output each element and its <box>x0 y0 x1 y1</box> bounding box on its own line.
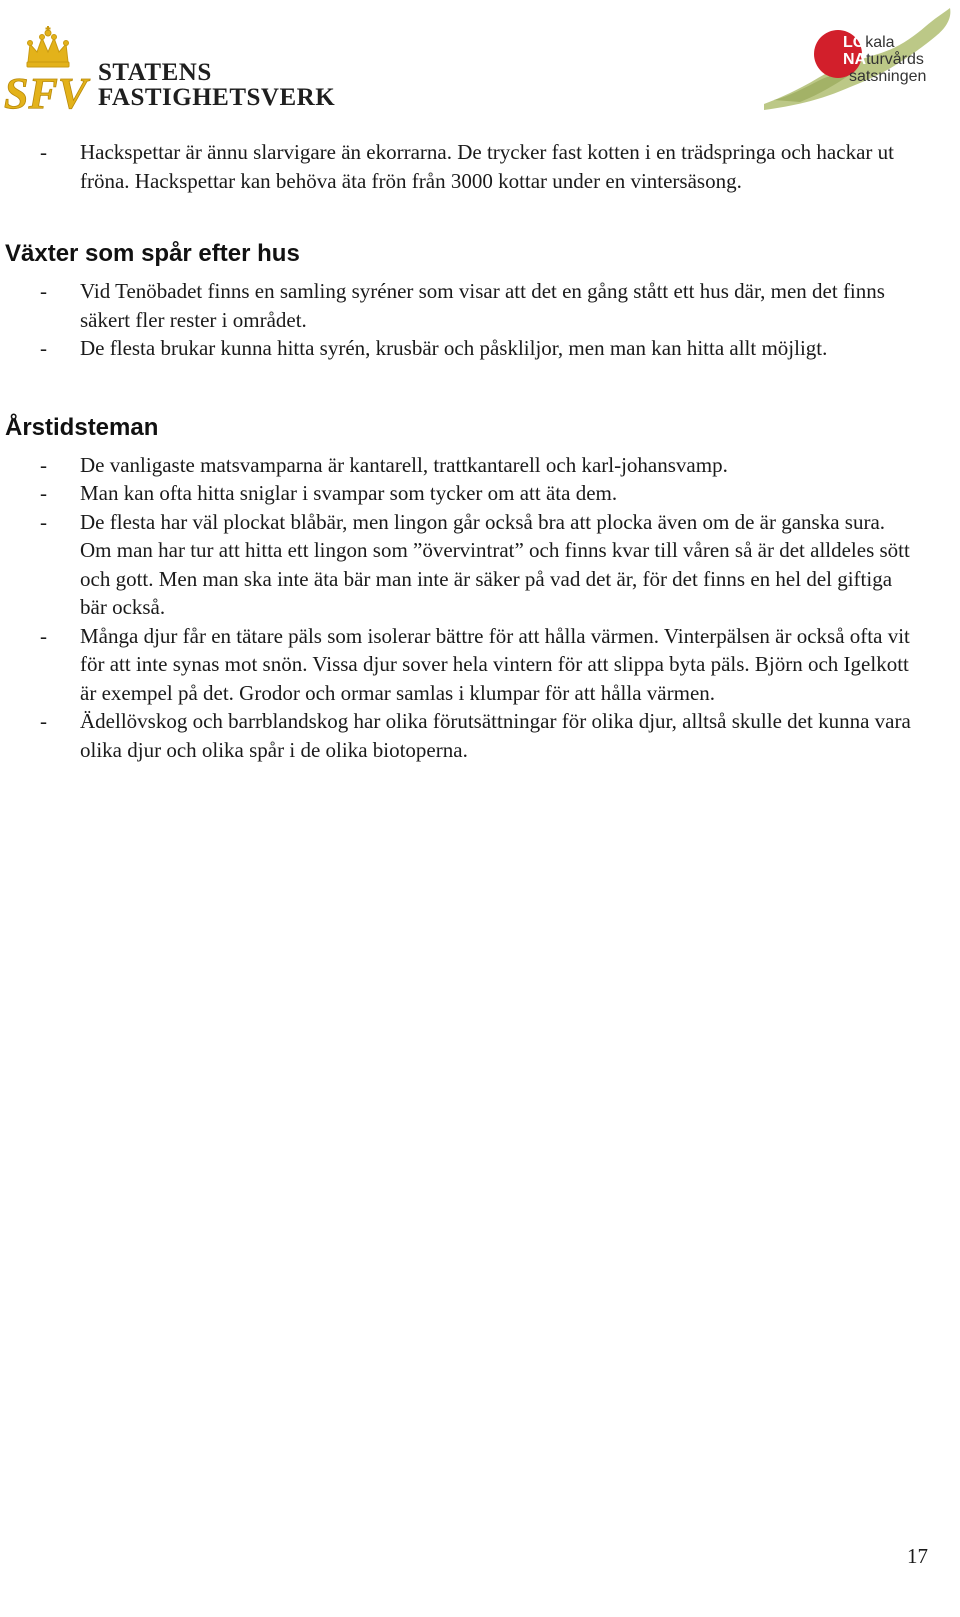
list-item-text: Många djur får en tätare päls som isolerar bättre för att hålla värmen. Vinterpälsen är också ofta vit för att inte synas mot snön. Vissa djur sover hela vintern för att slippa byta päls. Björn och Igelkott är exempel på det. Grodor och ormar samlas i klumpar för att hålla värmen. <box>80 623 910 705</box>
list-dash: - <box>40 140 47 164</box>
list-dash: - <box>40 509 47 534</box>
list-item <box>0 334 930 363</box>
sfv-wordmark-line1: STATENS <box>98 59 212 86</box>
list-item <box>0 508 930 622</box>
list-dash: - <box>40 452 47 477</box>
lona-line2-rest: turvårds <box>866 51 924 68</box>
section-list-arstidsteman <box>0 451 930 765</box>
lona-line3: satsningen <box>849 68 927 85</box>
statens-fastighetsverk-logo <box>4 22 364 114</box>
list-item <box>0 479 930 508</box>
list-item <box>0 138 930 195</box>
list-item-text: De flesta har väl plockat blåbär, men lingon går också bra att plocka även om de är ganska sura. Om man har tur att hitta ett lingon som ”övervintrat” och finns kvar till våren så är det alldeles sött och gott. Men man ska inte äta bär man inte är säker på vad det är, för det finns en hel del giftiga bär också. <box>80 509 910 619</box>
list-item-text: De flesta brukar kunna hitta syrén, krusbär och påskliljor, men man kan hitta allt möjligt. <box>80 336 828 360</box>
section-list-vaxter <box>0 277 930 363</box>
lona-line1-rest: kala <box>865 34 895 51</box>
list-item-text: Hackspettar är ännu slarvigare än ekorrarna. De trycker fast kotten i en trädspringa och hackar ut fröna. Hackspettar kan behöva äta frön från 3000 kottar under en vintersäsong. <box>80 140 894 193</box>
sfv-wordmark-line2: FASTIGHETSVERK <box>98 84 336 111</box>
list-item <box>0 707 930 764</box>
list-item <box>0 451 930 480</box>
list-item-text: De vanligaste matsvamparna är kantarell, trattkantarell och karl-johansvamp. <box>80 452 728 477</box>
lona-line2 <box>843 51 926 68</box>
lona-wordmark <box>843 34 926 85</box>
sfv-wordmark <box>98 60 335 110</box>
lona-line2-highlight: NA <box>843 51 867 68</box>
list-dash: - <box>40 623 47 648</box>
list-item-text: Ädellövskog och barrblandskog har olika förutsättningar för olika djur, alltså skulle det kunna vara olika djur och olika spår i de olika biotoperna. <box>80 709 911 762</box>
intro-list <box>0 138 930 195</box>
sfv-crown-monogram-icon <box>4 22 96 114</box>
lona-line1 <box>843 34 926 51</box>
list-dash: - <box>40 481 47 505</box>
sfv-monogram: SFV <box>4 69 88 114</box>
section-heading-arstidsteman: Årstidsteman <box>5 413 159 441</box>
page-number: 17 <box>907 1544 928 1568</box>
lona-line1-highlight: LO <box>843 34 866 51</box>
list-item <box>0 277 930 334</box>
document-body <box>0 138 930 764</box>
list-item-text: Man kan ofta hitta sniglar i svampar som tycker om att äta dem. <box>80 481 618 505</box>
list-dash: - <box>40 279 47 303</box>
list-dash: - <box>40 709 47 733</box>
list-item <box>0 622 930 708</box>
section-heading-vaxter: Växter som spår efter hus <box>5 240 300 267</box>
list-dash: - <box>40 336 47 360</box>
list-item-text: Vid Tenöbadet finns en samling syréner som visar att det en gång stått ett hus där, men det finns säkert fler rester i området. <box>80 279 885 332</box>
lona-logo <box>760 4 956 114</box>
